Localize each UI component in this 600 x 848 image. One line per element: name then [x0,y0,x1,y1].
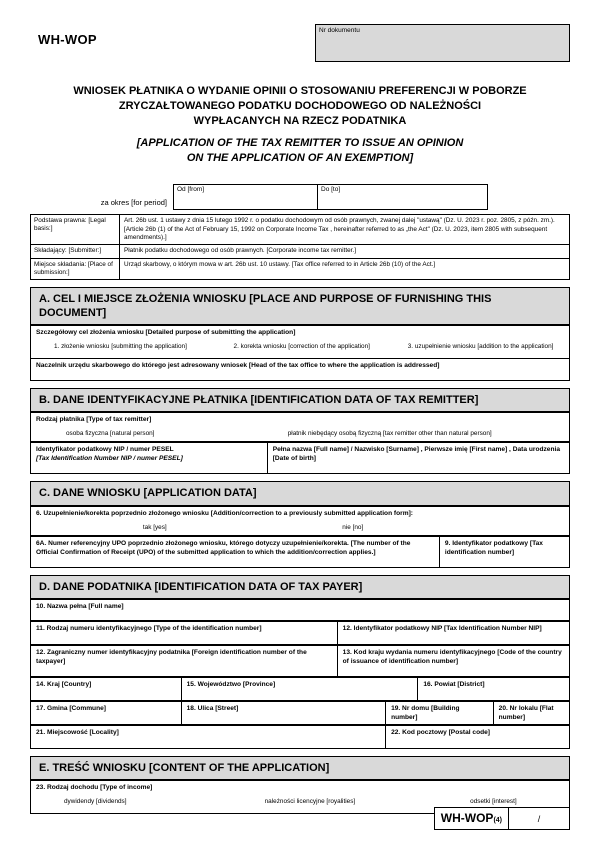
field-21-22-split [31,726,569,748]
field-14-label: 14. Kraj [Country] [36,681,92,689]
section-b-name-label: Pełna nazwa [Full name] / Nazwisko [Surname] , Pierwsze imię [First name] , Data urodzenia [Date of birth] [272,446,560,463]
title-line-3: WYPŁACANYCH NA RZECZ PODATNIKA [193,114,407,127]
field-6-label: 6. Uzupełnienie/korekta poprzednio złożonego wniosku [Addition/correction to a previously submitted application form]: [36,509,413,517]
section-b-header: B. DANE IDENTYFIKACYJNE PŁATNIKA [IDENTIFICATION DATA OF TAX REMITTER] [30,388,570,412]
section-c-field6a-row [30,536,570,568]
field-13-label: 13. Kod kraju wydania numeru identyfikacyjnego [Code of the country of issuance of identification number] [342,649,562,665]
field-21-field[interactable] [31,726,386,748]
option-addition[interactable]: 3. uzupełnienie wniosku [addition to the application] [407,343,554,351]
period-from-label: Od [from] [177,186,205,194]
field-17-20-row [30,701,570,725]
place-label: Miejsce składania: [Place of submission:] [31,259,120,279]
field-12b-label: 12. Zagraniczny numer identyfikacyjny podatnika [Foreign identification number of the taxpayer] [36,649,307,665]
field-19-field[interactable] [386,702,494,724]
field-22-label: 22. Kod pocztowy [Postal code] [391,729,490,737]
field-11-12-row [30,621,570,645]
field-12b-field[interactable] [31,646,338,676]
form-title [30,84,570,166]
field-17-20-split [31,702,569,724]
field-18-field[interactable] [182,702,386,724]
field-14-16-row [30,677,570,701]
field-17-label: 17. Gmina [Commune] [36,705,106,713]
field-6-yes[interactable]: tak [yes] [142,523,167,531]
field-10-box[interactable] [30,599,570,621]
period-from-field[interactable] [173,184,318,210]
period-to-field[interactable] [318,184,488,210]
section-b-type-box[interactable] [30,412,570,442]
field-23-label: 23. Rodzaj dochodu [Type of income] [36,784,153,792]
section-a-office-label: Naczelnik urzędu skarbowego do którego jest adresowany wniosek [Head of the tax office to where the application is addressed] [36,362,440,370]
section-d-header: D. DANE PODATNIKA [IDENTIFICATION DATA OF TAX PAYER] [30,575,570,599]
legal-basis-row [31,215,569,245]
section-c-header: C. DANE WNIOSKU [APPLICATION DATA] [30,481,570,505]
field-6-no[interactable]: nie [no] [342,523,364,531]
form-header [30,0,570,62]
field-11-field[interactable] [31,622,338,644]
section-b-nip-label-en: [Tax Identification Number NIP / numer PESEL] [36,455,183,463]
field-12-field[interactable] [338,622,569,644]
field-6-options [36,524,564,533]
section-a-header: A. CEL I MIEJSCE ZŁOŻENIA WNIOSKU [PLACE AND PURPOSE OF FURNISHING THIS DOCUMENT] [30,287,570,326]
section-b-type-options [36,430,564,439]
field-9-label: 9. Identyfikator podatkowy [Tax identification number] [444,539,543,556]
footer-page-box: / [509,807,570,830]
field-12b-13-split [31,646,569,676]
field-15-label: 15. Województwo [Province] [186,681,276,689]
submitter-label: Składający: [Submitter:] [31,245,120,257]
section-b-identity-split [31,443,569,473]
section-b-nip-label: Identyfikator podatkowy NIP / numer PESEL [36,446,174,454]
legal-basis-table [30,214,570,279]
submitter-text: Płatnik podatku dochodowego od osób prawnych. [Corporate income tax remitter.] [124,247,356,255]
legal-basis-label: Podstawa prawna: [Legal basis:] [31,215,120,244]
title-line-4: [APPLICATION OF THE TAX REMITTER TO ISSUE AN OPINION [136,136,464,149]
section-a-options [36,343,564,352]
option-natural-person[interactable]: osoba fizyczna [natural person] [66,430,155,438]
section-a-office-box[interactable] [30,359,570,381]
option-royalties[interactable]: należności licencyjne [royalities] [264,798,356,806]
section-b-nip-field[interactable] [31,443,268,473]
form-code: WH-WOP [38,32,97,47]
field-22-field[interactable] [386,726,569,748]
period-row [30,184,570,210]
title-line-2: ZRYCZAŁTOWANEGO PODATKU DOCHODOWEGO OD NALEŻNOŚCI [118,99,482,112]
title-line-5: ON THE APPLICATION OF AN EXEMPTION] [186,152,414,165]
footer-code-box [434,807,509,830]
field-21-label: 21. Miejscowość [Locality] [36,729,119,737]
field-6a-field[interactable] [31,537,440,567]
field-23-options [36,798,564,807]
section-b-identity-row [30,442,570,474]
form-footer [434,807,570,830]
field-11-label: 11. Rodzaj numeru identyfikacyjnego [Type of the identification number] [36,625,262,633]
field-12b-13-row [30,645,570,677]
field-20-label: 20. Nr lokalu [Flat number] [498,705,554,721]
field-9-field[interactable] [440,537,569,567]
section-c-field6-box[interactable] [30,506,570,536]
field-15-field[interactable] [182,678,419,700]
section-a-purpose-label: Szczegółowy cel złożenia wniosku [Detailed purpose of submitting the application] [36,329,296,337]
field-20-field[interactable] [494,702,569,724]
option-correct[interactable]: 2. korekta wniosku [correction of the application] [233,343,370,351]
field-16-field[interactable] [418,678,569,700]
field-12-label: 12. Identyfikator podatkowy NIP [Tax Identification Number NIP] [342,625,542,633]
field-13-field[interactable] [338,646,569,676]
field-17-field[interactable] [31,702,182,724]
option-non-natural-person[interactable]: płatnik niebędący osobą fizyczną [tax remitter other than natural person] [287,430,492,438]
option-interest[interactable]: odsetki [interest] [470,798,517,806]
field-6a-label: 6A. Numer referencyjny UPO poprzednio złożonego wniosku, którego dotyczy uzupełnienie/korekta. [The number of the Official Confirmation of Receipt (UPO) of the submitted application to which the addition/correction applies.] [36,539,411,556]
option-dividends[interactable]: dywidendy [dividends] [64,798,127,806]
title-line-1: WNIOSEK PŁATNIKA O WYDANIE OPINII O STOSOWANIU PREFERENCJI W POBORZE [73,85,527,97]
field-18-label: 18. Ulica [Street] [186,705,239,713]
field-19-label: 19. Nr domu [Building number] [391,705,460,721]
period-label: za okres [for period] [100,198,167,208]
document-number-box[interactable] [315,24,570,62]
field-11-12-split [31,622,569,644]
place-row [31,259,569,279]
document-number-label: Nr dokumentu [319,27,360,34]
field-10-label: 10. Nazwa pełna [Full name] [36,603,124,611]
field-14-field[interactable] [31,678,182,700]
period-to-label: Do [to] [321,186,341,194]
section-b-type-label: Rodzaj płatnika [Type of tax remitter] [36,416,152,424]
field-16-label: 16. Powiat [District] [423,681,485,689]
footer-code: WH-WOP [440,811,494,825]
section-b-name-field[interactable] [268,443,569,473]
section-e-header: E. TREŚĆ WNIOSKU [CONTENT OF THE APPLICATION] [30,756,570,780]
section-a-purpose-box[interactable] [30,325,570,359]
footer-version: (4) [493,817,502,824]
section-c-field6a-split [31,537,569,567]
place-text: Urząd skarbowy, o którym mowa w art. 26b ust. 10 ustawy. [Tax office referred to in Article 26b (10) of the Act.] [124,260,436,268]
field-21-22-row [30,725,570,749]
option-submit[interactable]: 1. złożenie wniosku [submitting the application] [54,343,187,351]
field-14-16-split [31,678,569,700]
submitter-row [31,245,569,258]
legal-basis-text: Art. 26b ust. 1 ustawy z dnia 15 lutego 1992 r. o podatku dochodowym od osób prawnych, zwanej dalej "ustawą" (Dz. U. 2023 r. poz. 2805, z późn. zm.). [Article 26b (1) of the Act of February 15, 1992 on Corporate Income Tax , hereinafter referred to as „the Act" (Dz. U. 2023, item 2805 with subsequent amendments).] [124,217,555,241]
